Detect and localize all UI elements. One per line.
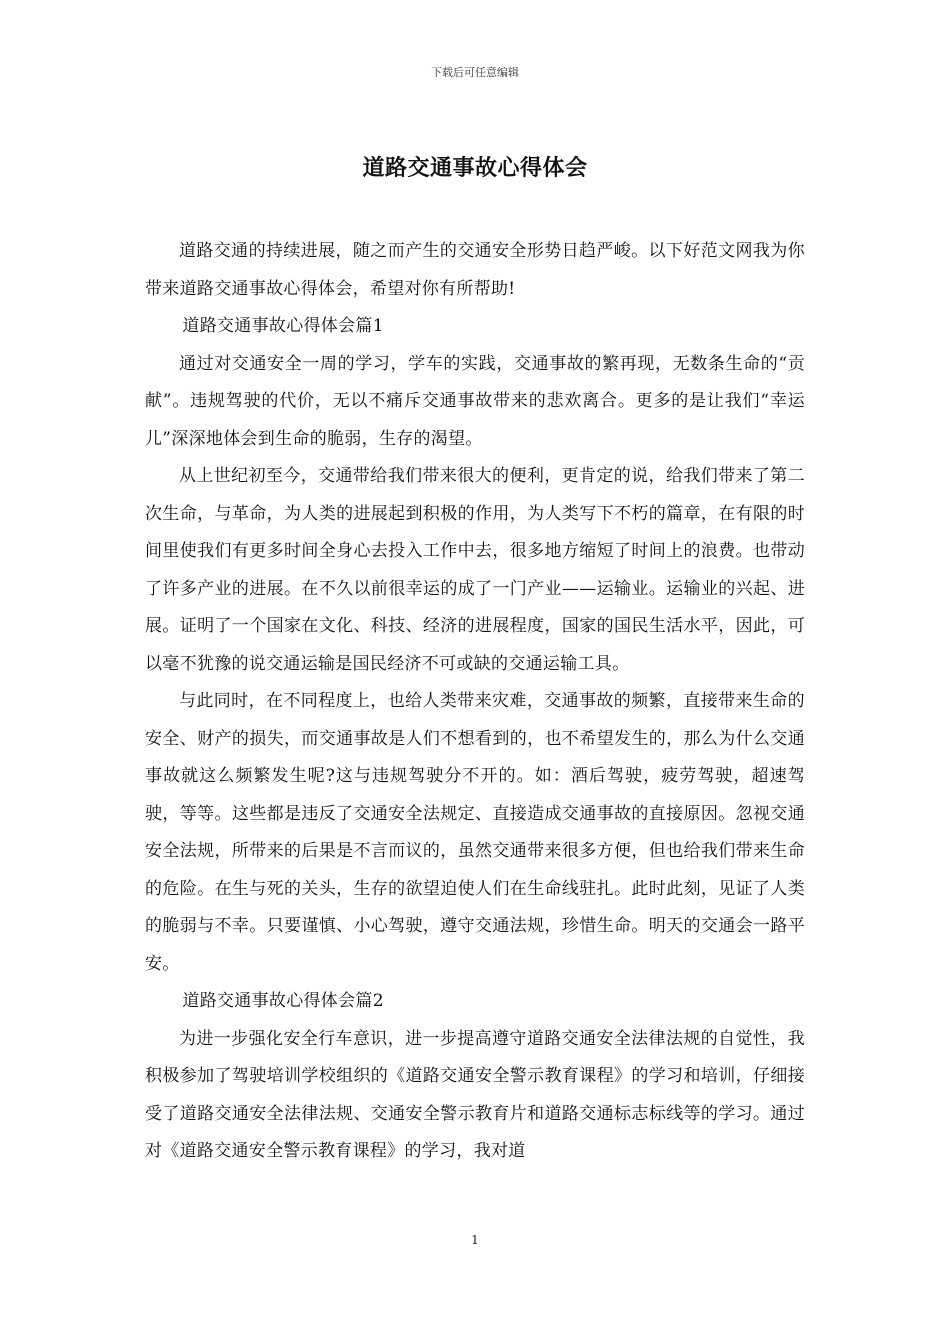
body-paragraph: 从上世纪初至今，交通带给我们带来很大的便利，更肯定的说，给我们带来了第二次生命，与革命，为人类的进展起到积极的作用，为人类写下不朽的篇章，在有限的时间里使我们有更多时间全身心去投入工作中去，很多地方缩短了时间上的浪费。也带动了许多产业的进展。在不久以前很幸运的成了一门产业——运输业。运输业的兴起、进展。证明了一个国家在文化、科技、经济的进展程度，国家的国民生活水平，因此，可以毫不犹豫的说交通运输是国民经济不可或缺的交通运输工具。 (145, 466, 805, 674)
header-note: 下载后可任意编辑 (431, 66, 519, 79)
body-paragraph: 为进一步强化安全行车意识，进一步提高遵守道路交通安全法律法规的自觉性，我积极参加了驾驶培训学校组织的《道路交通安全警示教育课程》的学习和培训，仔细接受了道路交通安全法律法规、交通安全警示教育片和道路交通标志标线等的学习。通过对《道路交通安全警示教育课程》的学习，我对道 (145, 1028, 805, 1161)
section-heading-2: 道路交通事故心得体会篇2 (182, 991, 384, 1011)
body-paragraph: 通过对交通安全一周的学习，学车的实践，交通事故的繁再现，无数条生命的“贡献”。违规驾驶的代价，无以不痛斥交通事故带来的悲欢离合。更多的是让我们“幸运儿”深深地体会到生命的脆弱，生存的渴望。 (145, 353, 805, 449)
body-paragraph: 与此同时，在不同程度上，也给人类带来灾难，交通事故的频繁，直接带来生命的安全、财产的损失，而交通事故是人们不想看到的，也不希望发生的，那么为什么交通事故就这么频繁发生呢?这与违规驾驶分不开的。如：酒后驾驶，疲劳驾驶，超速驾驶，等等。这些都是违反了交通安全法规定、直接造成交通事故的直接原因。忽视交通安全法规，所带来的后果是不言而议的，虽然交通带来很多方便，但也给我们带来生命的危险。在生与死的关头，生存的欲望迫使人们在生命线驻扎。此时此刻，见证了人类的脆弱与不幸。只要谨慎、小心驾驶，遵守交通法规，珍惜生命。明天的交通会一路平安。 (145, 691, 805, 974)
intro-paragraph: 道路交通的持续进展，随之而产生的交通安全形势日趋严峻。以下好范文网我为你带来道路交通事故心得体会，希望对你有所帮助! (145, 241, 805, 299)
document-title: 道路交通事故心得体会 (362, 155, 588, 181)
section-heading-1: 道路交通事故心得体会篇1 (182, 316, 384, 336)
document-body (145, 233, 805, 1171)
page-number: 1 (471, 1233, 479, 1247)
